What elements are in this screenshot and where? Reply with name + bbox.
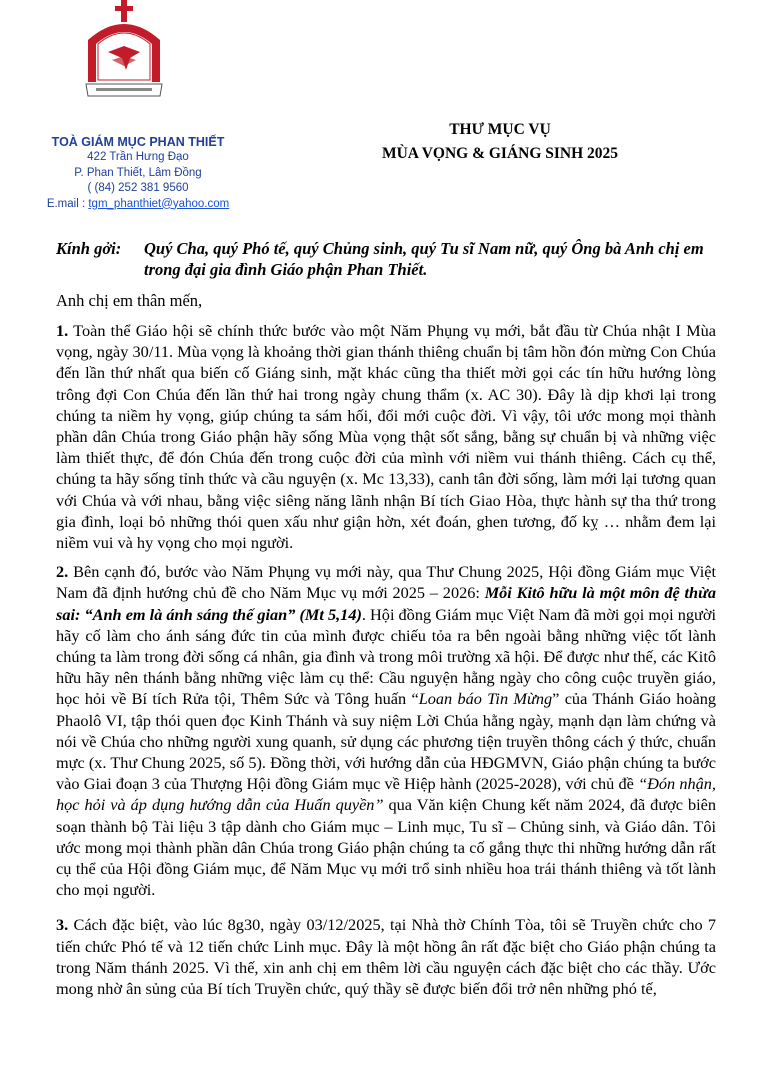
paragraph-number: 3.: [56, 915, 69, 935]
greeting-block: [56, 238, 716, 280]
paragraph-2: [56, 561, 716, 900]
organization-email-line: [38, 197, 238, 212]
paragraph-text: Toàn thể Giáo hội sẽ chính thức bước vào một Năm Phụng vụ mới, bắt đầu từ Chúa nhật I Mùa vọng, ngày 30/11. Mùa vọng là khoảng thời gian thánh thiêng chuẩn bị tâm hồn đón mừng Con Chúa đến lần thứ nhất qua biến cố Giáng sinh, mặt khác cũng tha thiết mời gọi các tín hữu hướng lòng trông đợi Con Chúa đến lần thứ hai trong ngày chung thẩm (x. AC 30). Đây là dịp khơi lại trong chúng ta niềm hy vọng, giúp chúng ta sám hối, đổi mới cuộc đời. Vì vậy, tôi ước mong mọi thành phần dân Chúa trong Giáo phận hãy sống Mùa vọng thật sốt sắng, bằng sự chuẩn bị và những việc làm thiết thực, để đón Chúa đến trong cuộc đời của mình với niềm vui thánh thiêng. Cách cụ thể, chúng ta hãy sống tỉnh thức và cầu nguyện (x. Mc 13,33), canh tân đời sống, làm mới lại tương quan với Chúa và với nhau, bằng việc siêng năng lãnh nhận Bí tích Giao Hòa, thực hành sự tha thứ trong gia đình, loại bỏ những thói quen xấu như giận hờn, xét đoán, ghen tương, đố kỵ … nhằm đem lại niềm vui và hy vọng cho mọi người.: [56, 321, 716, 553]
paragraph-1: [56, 320, 716, 553]
paragraph-text: qua Văn kiện Chung kết năm 2024, đã được biên soạn thành bộ Tài liệu 3 tập dành cho Giám mục – Linh mục, Tu sĩ – Chủng sinh, và Giáo dân. Tôi ước mong mọi thành phần dân Chúa trong Giáo phận chúng ta cố gắng thực thi những hướng dẫn rất cụ thể của Hội đồng Giám mục, để Năm Mục vụ mới trổ sinh nhiều hoa trái thánh thiêng và tốt lành cho mọi người.: [56, 795, 717, 900]
organization-city: P. Phan Thiết, Lâm Đồng: [74, 166, 202, 179]
paragraph-number: 2.: [56, 562, 69, 582]
organization-address: 422 Trần Hưng Đạo: [87, 151, 189, 164]
greeting-line-2: trong đại gia đình Giáo phận Phan Thiết.: [144, 260, 428, 279]
organization-name: TOÀ GIÁM MỤC PHAN THIẾT: [51, 135, 225, 149]
synod-theme-quote: “Đón nhận, học hỏi và áp dụng hướng dẫn của Huấn quyền”: [56, 774, 716, 815]
salutation: Anh chị em thân mến,: [56, 291, 203, 310]
organization-phone: ( (84) 252 381 9560: [87, 182, 189, 195]
letter-header: [0, 0, 764, 215]
pastoral-year-theme: Mỗi Kitô hữu là một môn đệ thừa sai: “Anh em là ánh sáng thế gian” (Mt 5,14): [56, 583, 716, 624]
document-title: Loan báo Tin Mừng: [418, 689, 553, 709]
letter-title-line-2: MÙA VỌNG & GIÁNG SINH 2025: [381, 145, 619, 162]
greeting-recipients: Quý Cha, quý Phó tế, quý Chủng sinh, quý Tu sĩ Nam nữ, quý Ông bà Anh chị em: [144, 239, 704, 258]
letter-title: [330, 118, 670, 166]
organization-block: [38, 135, 238, 212]
letter-title-line-1: THƯ MỤC VỤ: [449, 121, 551, 138]
email-label: E.mail :: [46, 197, 89, 210]
email-link[interactable]: tgm_phanthiet@yahoo.com: [88, 197, 230, 210]
letter-body: [56, 320, 716, 1007]
greeting-line-1: [56, 238, 716, 259]
paragraph-text: Cách đặc biệt, vào lúc 8g30, ngày 03/12/2025, tại Nhà thờ Chính Tòa, tôi sẽ Truyền chức cho 7 tiến chức Phó tế và 12 tiến chức Linh mục. Đây là một hồng ân rất đặc biệt cho Giáo phận chúng ta trong Năm thánh 2025. Vì thế, xin anh chị em thêm lời cầu nguyện cách đặc biệt cho các thầy. Ước mong nhờ ân sủng của Bí tích Truyền chức, quý thầy sẽ được biến đổi trở nên những phó tế,: [56, 915, 716, 999]
paragraph-text: Bên cạnh đó, bước vào Năm Phụng vụ mới này, qua Thư Chung 2025, Hội đồng Giám mục Việt Nam đã định hướng chủ đề cho Năm Mục vụ mới 2025 – 2026:: [56, 562, 716, 603]
paragraph-text: ” của Thánh Giáo hoàng Phaolô VI, tập thói quen đọc Kinh Thánh và suy niệm Lời Chúa hằng ngày, mạnh dạn làm chứng và nói về Chúa cho những người xung quanh, sử dụng các phương tiện truyền thông cách ý thức, chuẩn mực (x. Thư Chung 2025, số 5). Đồng thời, với hướng dẫn của HĐGMVN, Giáo phận chúng ta bước vào Giai đoạn 3 của Thượng Hội đồng Giám mục về Hiệp hành (2025-2028), với chủ đề: [56, 689, 717, 794]
paragraph-text: . Hội đồng Giám mục Việt Nam đã mời gọi mọi người hãy cố làm cho ánh sáng đức tin của mình được chiếu tỏa ra bên ngoài bằng những việc tốt lành chúng ta làm trong đời sống cá nhân, gia đình và trong môi trường xã hội. Để được như thế, các Kitô hữu hãy nên thánh bằng những việc làm cụ thể: Cầu nguyện hằng ngày cho công cuộc truyền giáo, học hỏi về Bí tích Rửa tội, Thêm Sức và Tông huấn “: [56, 604, 716, 709]
paragraph-3: [56, 914, 716, 999]
paragraph-number: 1.: [56, 321, 69, 340]
greeting-label: Kính gởi:: [56, 239, 122, 258]
diocese-crest-logo: [82, 0, 166, 112]
